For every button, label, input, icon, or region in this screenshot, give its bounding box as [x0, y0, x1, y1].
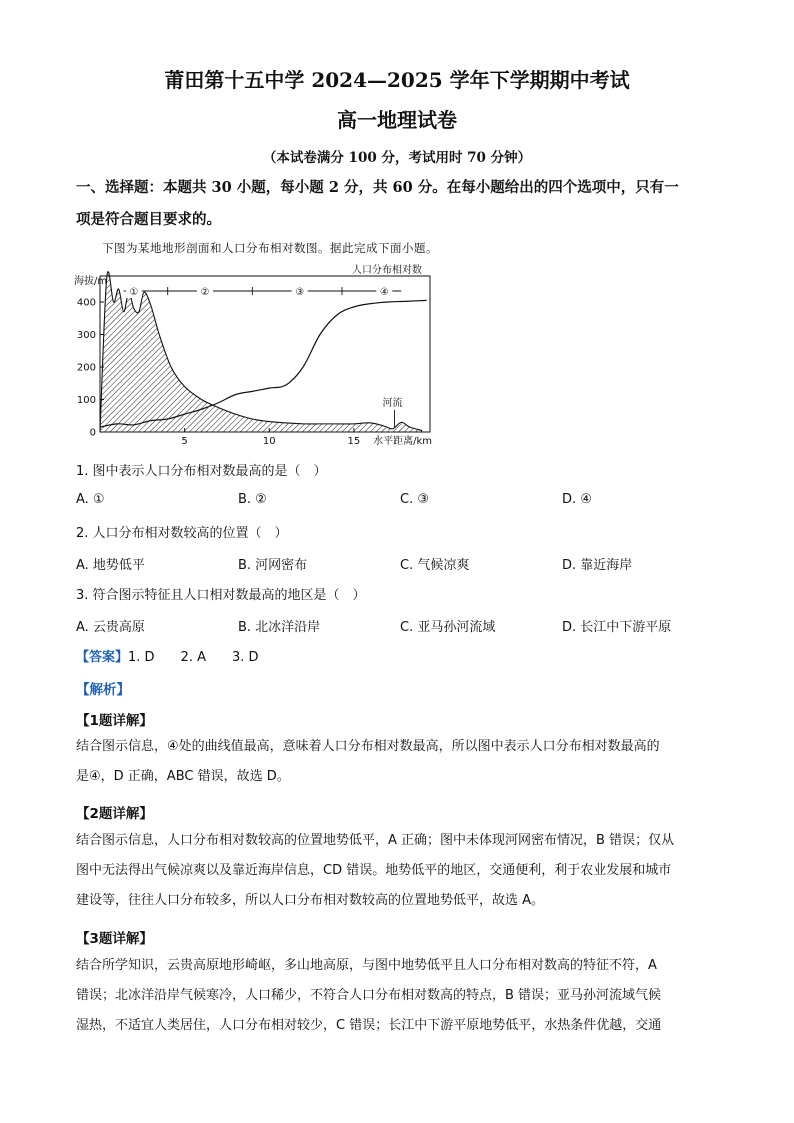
- detail-2-line-2: 图中无法得出气候凉爽以及靠近海岸信息，CD 错误。地势低平的地区，交通便利，利于农业发展和城市: [76, 863, 672, 878]
- detail-1-line-2: 是④，D 正确，ABC 错误，故选 D。: [76, 769, 290, 784]
- y-tick-label: 400: [76, 297, 96, 309]
- zone-marker-4: ④: [379, 287, 389, 298]
- question-3-option-c[interactable]: C. 亚马孙河流域: [400, 620, 496, 635]
- detail-3-line-3: 湿热，不适宜人类居住，人口分布相对较少，C 错误；长江中下游平原地势低平，水热条件优越，交通: [76, 1018, 662, 1033]
- question-3-option-b[interactable]: B. 北冰洋沿岸: [238, 620, 321, 635]
- detail-2-heading: 【2题详解】: [76, 806, 153, 822]
- question-2-stem: 2. 人口分布相对数较高的位置（ ）: [76, 526, 288, 541]
- detail-1-line-1: 结合图示信息，④处的曲线值最高，意味着人口分布相对数最高，所以图中表示人口分布相对数最高的: [76, 739, 660, 754]
- detail-3-heading: 【3题详解】: [76, 931, 153, 947]
- answer-line: [76, 646, 259, 665]
- section-one-instructions: [76, 172, 726, 236]
- detail-1-body: [76, 732, 721, 792]
- y-tick-label: 100: [76, 395, 96, 406]
- detail-3-body: [76, 951, 721, 1041]
- river-label: 河流: [382, 398, 403, 409]
- zone-marker-1: ①: [129, 287, 139, 298]
- detail-1-heading: 【1题详解】: [76, 713, 153, 729]
- question-2-option-b[interactable]: B. 河网密布: [238, 558, 308, 573]
- chart-svg: [74, 264, 444, 454]
- question-2-option-a[interactable]: A. 地势低平: [76, 558, 145, 573]
- section-one-line1: 一、选择题：本题共 30 小题，每小题 2 分，共 60 分。在每小题给出的四个选项中，只有一: [76, 179, 679, 196]
- terrain-profile-area: [100, 272, 422, 432]
- question-3-option-d[interactable]: D. 长江中下游平原: [562, 620, 672, 635]
- exam-title: 莆田第十五中学 2024—2025 学年下学期期中考试: [164, 68, 630, 92]
- detail-2-body: [76, 826, 721, 916]
- detail-2-line-3: 建设等，往往人口分布较多，所以人口分布相对数较高的位置地势低平，故选 A。: [76, 893, 545, 908]
- exam-subject-title: 高一地理试卷: [337, 108, 457, 132]
- y-axis-label: 海拔/m: [74, 276, 108, 287]
- x-tick-label: 10: [262, 436, 276, 447]
- question-1-option-c[interactable]: C. ③: [400, 492, 429, 507]
- answer-text: 1. D 2. A 3. D: [128, 650, 259, 665]
- x-tick-label: 15: [347, 436, 361, 447]
- y-tick-label: 200: [76, 362, 96, 374]
- y-tick-label: 0: [89, 427, 96, 439]
- x-tick-label: 5: [181, 436, 188, 447]
- x-axis-label: 水平距离/km: [373, 436, 432, 447]
- answer-label: 【答案】: [76, 650, 129, 665]
- question-1-option-a[interactable]: A. ①: [76, 492, 105, 507]
- detail-3-line-1: 结合所学知识，云贵高原地形崎岖，多山地高原，与图中地势低平且人口分布相对数高的特征不符，A: [76, 958, 657, 973]
- question-2-option-d[interactable]: D. 靠近海岸: [562, 558, 633, 573]
- section-one-line2: 项是符合题目要求的。: [76, 211, 221, 228]
- y-tick-label: 300: [76, 330, 96, 341]
- question-2-option-c[interactable]: C. 气候凉爽: [400, 558, 470, 573]
- question-1-option-b[interactable]: B. ②: [238, 492, 267, 507]
- zone-marker-2: ②: [200, 287, 210, 298]
- detail-2-line-1: 结合图示信息，人口分布相对数较高的位置地势低平，A 正确；图中未体现河网密布情况，B 错误；仅从: [76, 833, 675, 848]
- question-3-stem: 3. 符合图示特征且人口相对数最高的地区是（ ）: [76, 588, 366, 603]
- analysis-label: 【解析】: [76, 682, 130, 698]
- exam-score-note: （本试卷满分 100 分，考试用时 70 分钟）: [262, 150, 532, 166]
- terrain-population-chart: [74, 264, 444, 454]
- zone-marker-3: ③: [295, 287, 305, 298]
- question-3-option-a[interactable]: A. 云贵高原: [76, 620, 145, 635]
- figure-intro: 下图为某地地形剖面和人口分布相对数图。据此完成下面小题。: [102, 241, 438, 255]
- population-axis-label: 人口分布相对数: [352, 265, 422, 276]
- question-1-stem: 1. 图中表示人口分布相对数最高的是（ ）: [76, 464, 327, 479]
- detail-3-line-2: 错误；北冰洋沿岸气候寒冷，人口稀少，不符合人口分布相对数高的特点，B 错误；亚马孙河流域气候: [76, 988, 662, 1003]
- question-1-option-d[interactable]: D. ④: [562, 492, 592, 507]
